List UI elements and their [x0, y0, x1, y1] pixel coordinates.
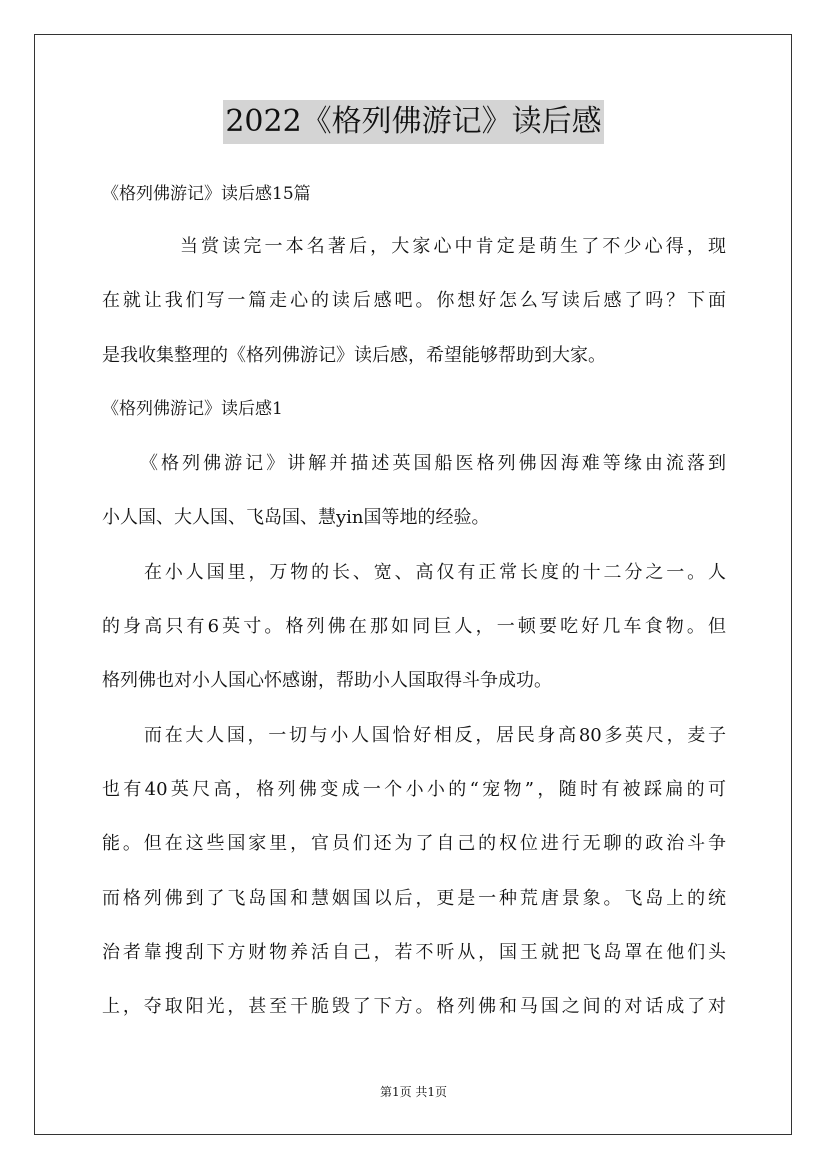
intro-line-3: 是我收集整理的《格列佛游记》读后感，希望能够帮助到大家。 — [102, 345, 606, 366]
body-line-1: 《格列佛游记》讲解并描述英国船医格列佛因海难等缘由流落到 — [140, 453, 726, 474]
document-subtitle: 《格列佛游记》读后感15篇 — [102, 184, 311, 204]
body-line-7: 也有40英尺高，格列佛变成一个小小的“宠物”，随时有被踩扁的可 — [102, 779, 726, 800]
body-line-4: 的身高只有6英寸。格列佛在那如同巨人，一顿要吃好几车食物。但 — [102, 616, 726, 637]
body-line-5: 格列佛也对小人国心怀感谢，帮助小人国取得斗争成功。 — [102, 670, 552, 691]
body-line-10: 治者靠搜刮下方财物养活自己，若不听从，国王就把飞岛罩在他们头 — [102, 942, 726, 963]
section-heading: 《格列佛游记》读后感1 — [102, 399, 283, 419]
intro-line-2: 在就让我们写一篇走心的读后感吧。你想好怎么写读后感了吗？下面 — [102, 290, 726, 311]
intro-line-1: 当赏读完一本名著后，大家心中肯定是萌生了不少心得，现 — [180, 236, 726, 257]
body-line-11: 上，夺取阳光，甚至干脆毁了下方。格列佛和马国之间的对话成了对 — [102, 996, 726, 1017]
title-container — [0, 100, 827, 144]
body-line-6: 而在大人国，一切与小人国恰好相反，居民身高80多英尺，麦子 — [144, 725, 726, 746]
body-line-9: 而格列佛到了飞岛国和慧姻国以后，更是一种荒唐景象。飞岛上的统 — [102, 888, 726, 909]
body-line-3: 在小人国里，万物的长、宽、高仅有正常长度的十二分之一。人 — [144, 562, 726, 583]
page-footer: 第1页 共1页 — [379, 1085, 448, 1099]
body-line-2: 小人国、大人国、飞岛国、慧yin国等地的经验。 — [102, 507, 490, 528]
body-line-8: 能。但在这些国家里，官员们还为了自己的权位进行无聊的政治斗争 — [102, 833, 726, 854]
document-title: 2022《格列佛游记》读后感 — [223, 100, 603, 144]
